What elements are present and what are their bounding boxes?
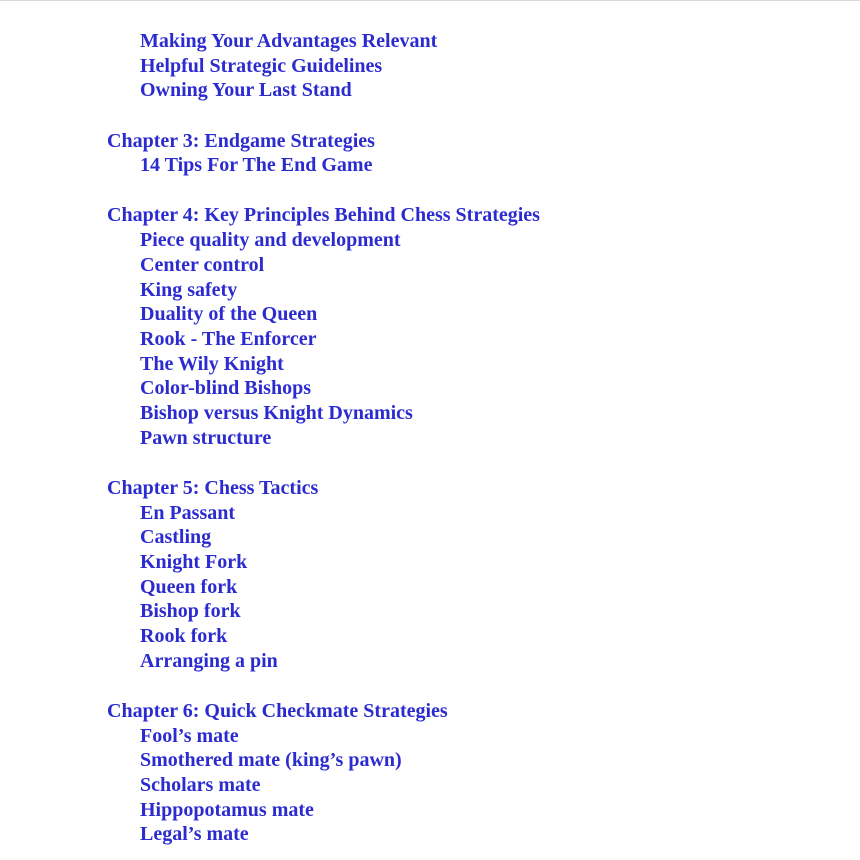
toc-item[interactable]: The Wily Knight (140, 352, 284, 375)
toc-item[interactable]: Scholars mate (140, 773, 261, 796)
toc-item[interactable]: Castling (140, 526, 212, 549)
toc-item[interactable]: Owning Your Last Stand (140, 79, 352, 102)
toc-item[interactable]: Color-blind Bishops (140, 377, 311, 400)
toc-item[interactable]: King safety (140, 278, 238, 301)
toc-item[interactable]: Helpful Strategic Guidelines (140, 54, 383, 77)
toc-item[interactable]: Rook fork (140, 624, 228, 647)
toc-item[interactable]: Bishop versus Knight Dynamics (140, 401, 413, 424)
toc-item[interactable]: Hippopotamus mate (140, 798, 314, 821)
toc-item[interactable]: Fool’s mate (140, 724, 239, 747)
toc-item[interactable]: Knight Fork (140, 550, 248, 573)
chapter-heading-4[interactable]: Chapter 4: Key Principles Behind Chess Strategies (107, 204, 540, 227)
toc-item[interactable]: Pawn structure (140, 426, 272, 449)
toc-item[interactable]: Smothered mate (king’s pawn) (140, 749, 402, 772)
chapter-heading-6[interactable]: Chapter 6: Quick Checkmate Strategies (107, 699, 448, 722)
toc-item[interactable]: Queen fork (140, 575, 238, 598)
toc-item[interactable]: Bishop fork (140, 600, 241, 623)
toc-item[interactable]: Duality of the Queen (140, 303, 318, 326)
toc-item[interactable]: Arranging a pin (140, 649, 278, 672)
toc-item[interactable]: Legal’s mate (140, 823, 249, 846)
toc-item[interactable]: Making Your Advantages Relevant (140, 30, 438, 52)
toc-item[interactable]: Center control (140, 253, 265, 276)
toc-item[interactable]: Rook - The Enforcer (140, 327, 317, 350)
chapter-heading-3[interactable]: Chapter 3: Endgame Strategies (107, 129, 375, 152)
table-of-contents (107, 29, 820, 847)
top-divider (0, 0, 860, 1)
toc-item[interactable]: Piece quality and development (140, 229, 401, 252)
toc-item[interactable]: En Passant (140, 501, 236, 524)
chapter-heading-5[interactable]: Chapter 5: Chess Tactics (107, 476, 319, 499)
toc-item[interactable]: 14 Tips For The End Game (140, 154, 373, 177)
